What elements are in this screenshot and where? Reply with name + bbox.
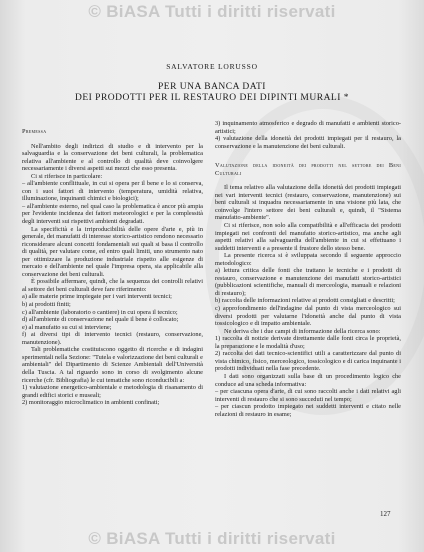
list-item: 1) valutazione energetico-ambientale e metodologia di risanamento di grandi edifici storici e museali; bbox=[22, 384, 203, 399]
paragraph: I dati sono organizzati sulla base di un procedimento logico che conduce ad una scheda informativa: bbox=[215, 372, 401, 388]
paragraph: La presente ricerca si è sviluppata secondo il seguente approccio metodologico: bbox=[215, 252, 401, 267]
list-item: b) raccolta delle informazioni relative ai prodotti consigliati e descritti; bbox=[215, 297, 395, 305]
list-item: 2) monitoraggio microclimatico in ambienti confinati; bbox=[22, 399, 160, 407]
article-title-line-1: PER UNA BANCA DATI bbox=[158, 82, 266, 92]
list-item: – per ciascuna opera d'arte, di cui sono raccolti anche i dati relativi agli interventi di restauro che si sono succeduti nel tempo; bbox=[215, 388, 401, 403]
list-item: – per ciascun prodotto impiegato nei suddetti interventi e citato nelle relazioni di restauro in esame; bbox=[215, 403, 401, 418]
list-item: d) all'ambiente di conservazione nel quale il bene è collocato; bbox=[22, 316, 179, 324]
paragraph: Ci si riferisce in particolare: bbox=[31, 172, 103, 180]
page-number: 127 bbox=[380, 510, 391, 518]
list-item: e) al manufatto su cui si interviene; bbox=[22, 323, 112, 331]
list-item: a) alle materie prime impiegate per i vari interventi tecnici; bbox=[22, 293, 172, 301]
paragraph: Tali problematiche costituiscono oggetto di ricerche e di indagini sperimentali nella Sezione: "Tutela e valorizzazione dei beni culturali e ambientali" del Dipartimento di Scienze Ambientali dell'Università della Tuscia. A tal riguardo sono in corso di svolgimento alcune ricerche (cfr. Bibliografia) le cui tematiche sono riconducibili a: bbox=[22, 346, 203, 384]
watermark-bottom: © BiASA Tutti i diritti riservati bbox=[88, 529, 336, 548]
article-title-line-2: DEI PRODOTTI PER IL RESTAURO DEI DIPINTI MURALI * bbox=[74, 93, 350, 103]
list-item: 1) raccolta di notizie derivate direttamente dalle fonti circa le proprietà, la preparazione e le modalità d'uso; bbox=[215, 335, 401, 350]
watermark-top: © BiASA Tutti i diritti riservati bbox=[88, 2, 336, 21]
list-item: a) lettura critica delle fonti che trattano le tecniche e i prodotti di restauro, conservazione e manutenzione dei manufatti storico-artistici (pubblicazioni scientifiche, manuali di merceologia, manuali e relazioni di restauro); bbox=[215, 267, 401, 297]
list-item: – all'ambiente esterno, nel qual caso la problematica è ancor più ampia per l'evidente incidenza dei fattori meteorologici e per la complessità degli interventi sui rispettivi ambienti degradati. bbox=[22, 202, 203, 226]
list-item: 3) inquinamento atmosferico e degrado di manufatti e ambienti storico-artistici; bbox=[215, 120, 401, 135]
paragraph: Ne deriva che i due campi di informazione della ricerca sono: bbox=[224, 327, 381, 335]
list-item: – all'ambiente conflittuale, in cui si opera per il bene e lo si conserva, con i suoi fattori di intervento (temperatura, umidità relativa, illuminazione, inquinanti chimici e biologici); bbox=[22, 180, 203, 203]
list-item: f) ai diversi tipi di intervento tecnici (restauro, conservazione, manutenzione). bbox=[22, 331, 203, 346]
section-heading: Premessa bbox=[22, 128, 47, 135]
right-text-column bbox=[215, 120, 401, 520]
paragraph: Il tema relativo alla valutazione della idoneità dei prodotti impiegati nei vari interventi tecnici (restauro, conservazione, manutenzione) sui beni culturali si inquadra necessariamente in una visione più lata, che coinvolge l'intero settore dei beni culturali e, quindi, il "Sistema manufatto-ambiente". bbox=[215, 184, 401, 222]
list-item: b) ai prodotti finiti; bbox=[22, 301, 71, 309]
paragraph: La specificità e la irriproducibilità delle opere d'arte e, più in generale, dei manufatti di interesse storico-artistico rendono necessario riconsiderare alcuni concetti fondamentali sui quali si basa il controllo di qualità, per valutare come, ed entro quali limiti, uno strumento nato per ottimizzare la produzione industriale rispetto alle esigenze di mercato e dell'ambiente nel quale l'impresa opera, sia applicabile alla conservazione dei beni culturali. bbox=[22, 225, 203, 278]
paragraph: Nell'ambito degli indirizzi di studio e di intervento per la salvaguardia e la conservazione dei beni culturali, la problematica relativa all'ambiente e al controllo di qualità deve coinvolgere necessariamente i diversi aspetti sui mezzi che esso presenta. bbox=[22, 142, 203, 173]
list-item: c) all'ambiente (laboratorio o cantiere) in cui opera il tecnico; bbox=[22, 308, 178, 316]
paragraph: È possibile affermare, quindi, che la sequenza dei controlli relativi al settore dei beni culturali deve fare riferimento: bbox=[22, 278, 203, 293]
author-name: SALVATORE LORUSSO bbox=[166, 62, 258, 71]
list-item: 4) valutazione della idoneità dei prodotti impiegati per il restauro, la conservazione e la manutenzione dei beni culturali. bbox=[215, 135, 401, 150]
section-heading: Valutazione della idoneità dei prodotti nel settore dei Beni Culturali bbox=[215, 162, 401, 177]
list-item: c) approfondimento dell'indagine dal punto di vista merceologico sui diversi prodotti per valutarne l'idoneità anche dal punto di vista tossicologico e di impatto ambientale. bbox=[215, 305, 401, 328]
paragraph: Ci si riferisce, non solo alla compatibilità e all'efficacia dei prodotti impiegati nei confronti del manufatto storico-artistico, ma anche agli aspetti relativi alla salvaguardia dell'ambiente in cui si effettuano i suddetti interventi e a presente il frustore dello stesso bene. bbox=[215, 222, 401, 252]
left-text-column bbox=[22, 120, 203, 520]
list-item: 2) raccolta dei dati tecnico-scientifici utili a caratterizzare dal punto di vista chimico, fisico, merceologico, tossicologico e di carica inquinante i prodotti individuati nella fase precedente. bbox=[215, 350, 401, 373]
